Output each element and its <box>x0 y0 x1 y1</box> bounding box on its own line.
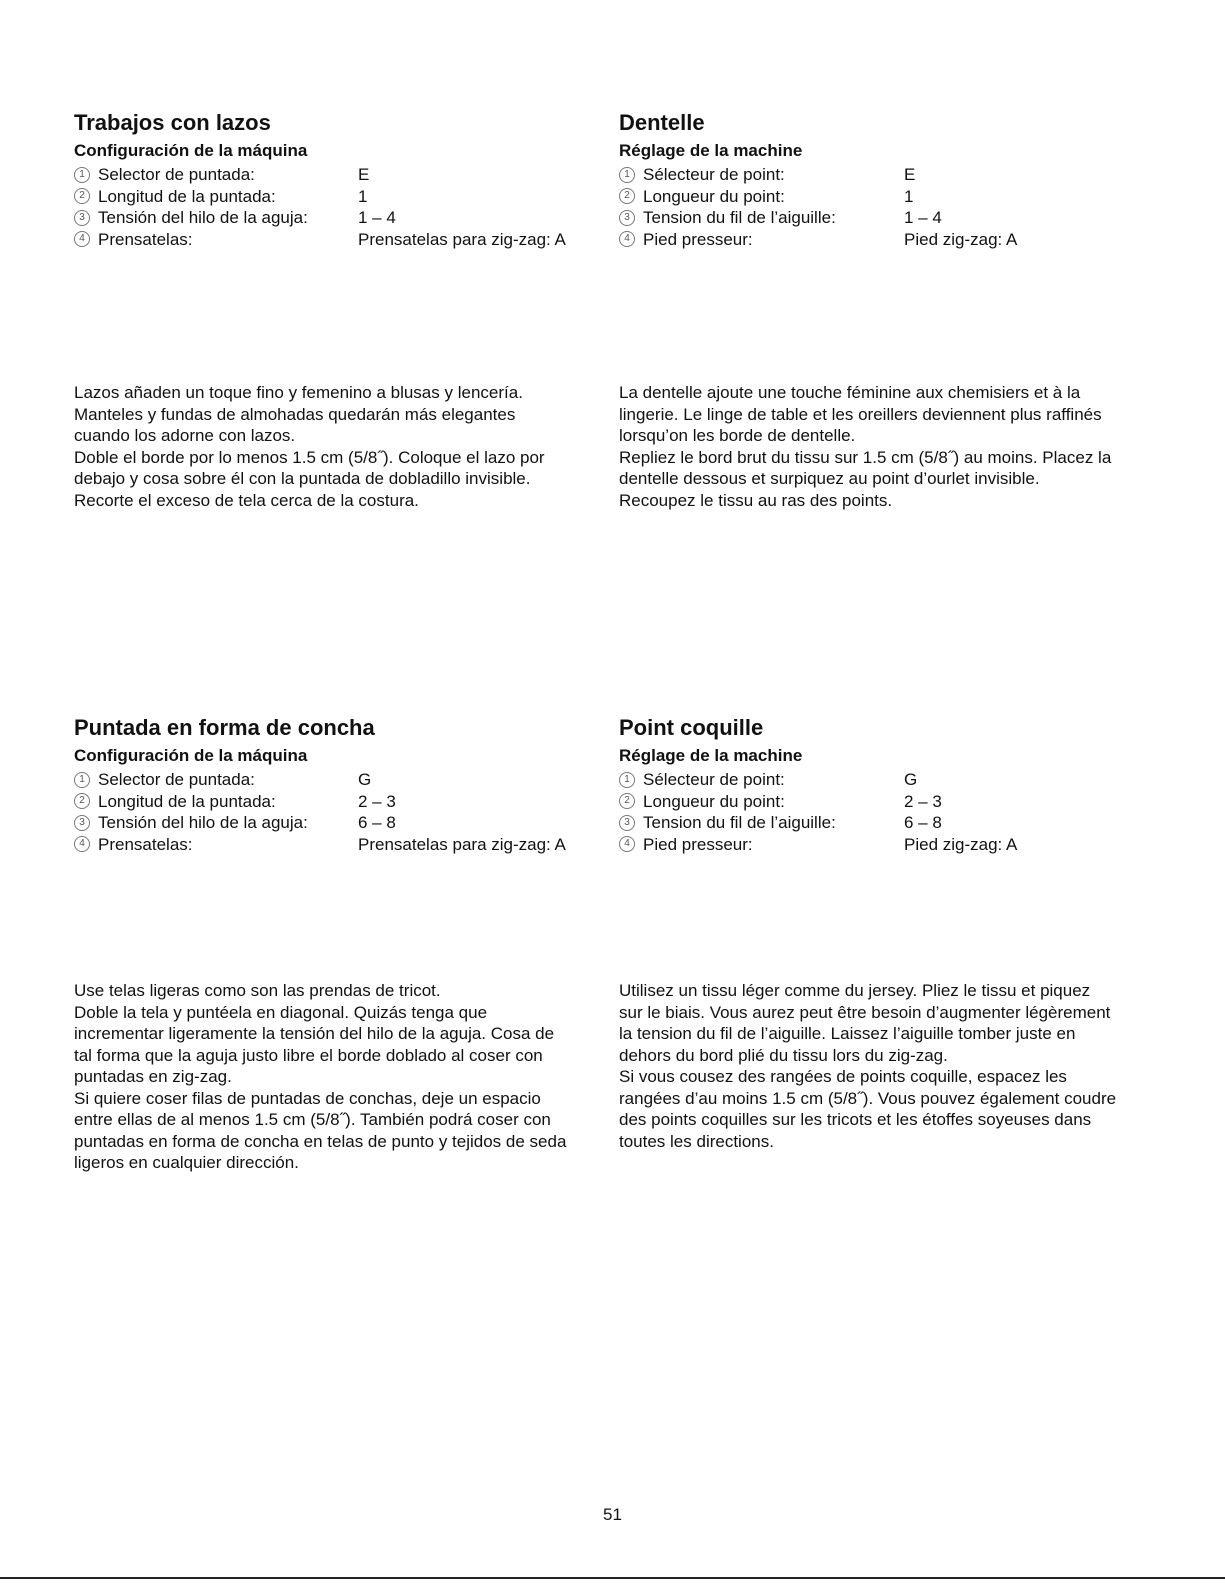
settings-heading: Réglage de la machine <box>619 746 803 765</box>
body-line: toutes les directions. <box>619 1131 774 1151</box>
setting-label: Longueur du point: <box>643 186 785 206</box>
body-line: rangées d’au moins 1.5 cm (5/8˝). Vous pouvez également coudre <box>619 1088 1117 1108</box>
setting-value: Prensatelas para zig-zag: A <box>358 834 566 854</box>
body-line: Doble la tela y puntéela en diagonal. Quizás tenga que <box>74 1002 488 1022</box>
section-trabajos-con-lazos <box>74 110 599 250</box>
body-line: Si vous cousez des rangées de points coquille, espacez les <box>619 1067 1067 1086</box>
section-body-text <box>74 382 599 511</box>
setting-row <box>74 812 599 834</box>
body-line: puntadas en forma de concha en telas de punto y tejidos de seda <box>74 1131 567 1151</box>
setting-label: Tensión del hilo de la aguja: <box>98 208 308 227</box>
section-title: Dentelle <box>619 110 705 135</box>
setting-value: Prensatelas para zig-zag: A <box>358 229 566 249</box>
setting-row <box>74 834 599 856</box>
settings-list <box>619 164 1164 250</box>
setting-value: 1 – 4 <box>358 208 396 227</box>
setting-row <box>74 207 599 229</box>
setting-label: Selector de puntada: <box>98 165 255 184</box>
setting-row <box>619 812 1164 834</box>
circled-number-icon: 4 <box>619 836 635 852</box>
setting-label: Sélecteur de point: <box>643 165 785 184</box>
setting-row <box>619 164 1164 186</box>
setting-value: 2 – 3 <box>358 791 396 811</box>
setting-row <box>74 186 599 208</box>
setting-label: Prensatelas: <box>98 229 193 249</box>
setting-value: 1 – 4 <box>904 208 942 227</box>
setting-row <box>619 834 1164 856</box>
setting-row <box>74 769 599 791</box>
setting-value: Pied zig-zag: A <box>904 229 1018 249</box>
circled-number-icon: 2 <box>619 793 635 809</box>
circled-number-icon: 3 <box>74 815 90 831</box>
circled-number-icon: 3 <box>619 210 635 226</box>
setting-value: G <box>358 770 372 789</box>
settings-heading: Réglage de la machine <box>619 141 803 160</box>
setting-label: Longueur du point: <box>643 791 785 811</box>
setting-label: Pied presseur: <box>643 834 753 854</box>
circled-number-icon: 4 <box>74 231 90 247</box>
page-number: 51 <box>603 1505 622 1524</box>
body-line: Repliez le bord brut du tissu sur 1.5 cm (5/8˝) au moins. Placez la <box>619 447 1112 467</box>
section-title: Point coquille <box>619 715 764 740</box>
body-line: debajo y cosa sobre él con la puntada de dobladillo invisible. <box>74 469 531 488</box>
section-body-text <box>619 382 1164 511</box>
setting-row <box>619 769 1164 791</box>
body-line: tal forma que la aguja justo libre el borde doblado al coser con <box>74 1045 543 1065</box>
body-line: Use telas ligeras como son las prendas de tricot. <box>74 981 441 1000</box>
section-title: Puntada en forma de concha <box>74 715 375 740</box>
body-line: cuando los adorne con lazos. <box>74 426 296 445</box>
circled-number-icon: 3 <box>74 210 90 226</box>
bottom-rule <box>0 1577 1225 1579</box>
body-line: entre ellas de al menos 1.5 cm (5/8˝). También podrá coser con <box>74 1110 551 1129</box>
body-line: lingerie. Le linge de table et les oreillers deviennent plus raffinés <box>619 404 1102 424</box>
setting-value: G <box>904 770 918 789</box>
setting-label: Tensión del hilo de la aguja: <box>98 813 308 832</box>
setting-label: Pied presseur: <box>643 229 753 249</box>
section-dentelle <box>619 110 1164 250</box>
body-line: lorsqu’on les borde de dentelle. <box>619 426 856 445</box>
setting-label: Tension du fil de l’aiguille: <box>643 208 836 227</box>
circled-number-icon: 1 <box>74 772 90 788</box>
body-line: dehors du bord plié du tissu lors du zig-zag. <box>619 1045 948 1065</box>
circled-number-icon: 1 <box>74 167 90 183</box>
setting-value: E <box>904 165 916 184</box>
setting-row <box>619 229 1164 251</box>
section-body-text <box>74 980 599 1174</box>
section-title: Trabajos con lazos <box>74 110 271 135</box>
settings-heading: Configuración de la máquina <box>74 141 308 160</box>
circled-number-icon: 3 <box>619 815 635 831</box>
circled-number-icon: 2 <box>74 793 90 809</box>
setting-value: E <box>358 165 370 184</box>
setting-value: 1 <box>358 186 368 206</box>
body-line: Si quiere coser filas de puntadas de conchas, deje un espacio <box>74 1088 541 1108</box>
body-line: Recorte el exceso de tela cerca de la costura. <box>74 490 419 510</box>
section-puntada-en-forma-de-concha <box>74 715 599 855</box>
setting-value: 2 – 3 <box>904 791 942 811</box>
settings-heading: Configuración de la máquina <box>74 746 308 765</box>
setting-label: Longitud de la puntada: <box>98 186 276 206</box>
section-body-text <box>619 980 1164 1152</box>
setting-label: Tension du fil de l’aiguille: <box>643 813 836 832</box>
body-line: ligeros en cualquier dirección. <box>74 1153 299 1172</box>
circled-number-icon: 2 <box>74 188 90 204</box>
setting-label: Longitud de la puntada: <box>98 791 276 811</box>
body-line: incrementar ligeramente la tensión del hilo de la aguja. Cosa de <box>74 1024 555 1043</box>
body-line: la tension du fil de l’aiguille. Laissez l’aiguille tomber juste en <box>619 1024 1076 1043</box>
setting-value: 1 <box>904 186 914 206</box>
setting-row <box>74 791 599 813</box>
body-line: Utilisez un tissu léger comme du jersey. Pliez le tissu et piquez <box>619 981 1091 1000</box>
section-point-coquille <box>619 715 1164 855</box>
settings-list <box>619 769 1164 855</box>
setting-value: 6 – 8 <box>904 813 942 832</box>
circled-number-icon: 4 <box>619 231 635 247</box>
body-line: puntadas en zig-zag. <box>74 1067 232 1086</box>
circled-number-icon: 1 <box>619 772 635 788</box>
setting-row <box>74 164 599 186</box>
body-line: des points coquilles sur les tricots et les étoffes soyeuses dans <box>619 1110 1092 1129</box>
setting-label: Sélecteur de point: <box>643 770 785 789</box>
body-line: dentelle dessous et surpiquez au point d’ourlet invisible. <box>619 469 1040 488</box>
circled-number-icon: 4 <box>74 836 90 852</box>
body-line: Lazos añaden un toque fino y femenino a blusas y lencería. <box>74 383 523 402</box>
body-line: Doble el borde por lo menos 1.5 cm (5/8˝). Coloque el lazo por <box>74 447 545 467</box>
setting-value: 6 – 8 <box>358 813 396 832</box>
setting-label: Selector de puntada: <box>98 770 255 789</box>
body-line: Recoupez le tissu au ras des points. <box>619 490 893 510</box>
circled-number-icon: 1 <box>619 167 635 183</box>
body-line: Manteles y fundas de almohadas quedarán más elegantes <box>74 404 516 424</box>
setting-row <box>619 207 1164 229</box>
body-line: La dentelle ajoute une touche féminine aux chemisiers et à la <box>619 383 1081 402</box>
settings-list <box>74 164 599 250</box>
setting-row <box>74 229 599 251</box>
circled-number-icon: 2 <box>619 188 635 204</box>
setting-row <box>619 791 1164 813</box>
settings-list <box>74 769 599 855</box>
setting-value: Pied zig-zag: A <box>904 834 1018 854</box>
body-line: sur le biais. Vous aurez peut être besoin d’augmenter légèrement <box>619 1002 1111 1022</box>
setting-label: Prensatelas: <box>98 834 193 854</box>
setting-row <box>619 186 1164 208</box>
